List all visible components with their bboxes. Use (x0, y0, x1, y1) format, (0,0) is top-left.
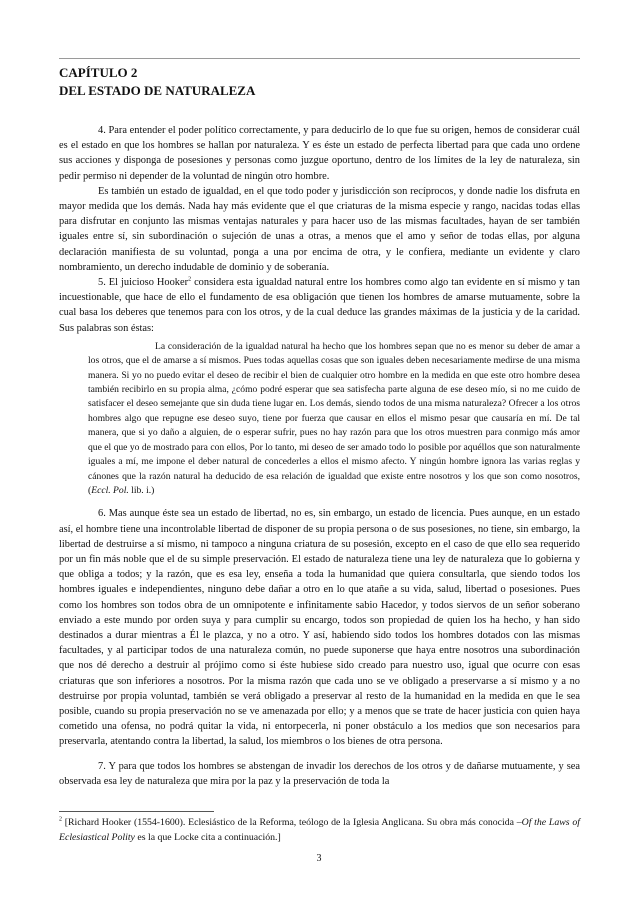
chapter-number: CAPÍTULO 2 (59, 65, 138, 80)
chapter-body (59, 123, 580, 789)
paragraph-5 (59, 275, 580, 336)
footnote-reference[interactable]: 2 (188, 276, 192, 283)
chapter-title: DEL ESTADO DE NATURALEZA (59, 83, 256, 98)
paragraph-5-start: 5. El juicioso Hooker (98, 277, 189, 289)
footnote-text-end: es la que Locke cita a continuación.] (134, 831, 281, 843)
footnote-work-title: Of the Laws of Eclesiastical Polity (59, 817, 580, 843)
top-rule (59, 58, 580, 59)
footnote-number: 2 (59, 816, 62, 823)
paragraph-4-continued: Es también un estado de igualdad, en el que todo poder y jurisdicción son recíprocos, y donde nadie los disfruta en mayor medida que los demás. Nada hay más evidente que el que criaturas de la misma especie y rango, nacidas todas ellas para disfrutar en conjunto las mismas ventajas naturales y para hacer uso de las mismas facultades, hayan de ser también iguales entre sí, sin subordinación o sujeción de unas a otras, a menos que el amo y señor de todas ellas, por alguna declaración manifiesta de su voluntad, ponga a una por encima de otra, y le confiera, mediante un evidente y claro nombramiento, un derecho indudable de dominio y de soberanía. (59, 185, 580, 273)
quotation-text: La consideración de la igualdad natural ha hecho que los hombres sepan que no es menor su deber de amar a los otros, que el de amarse a sí mismos. Pues todas aquellas cosas que son iguales deben necesariamente medirse de una misma manera. Si yo no puedo evitar el deseo de recibir el bien de cualquier otro hombre en la medida en que este otro hombre desea también recibirlo en su propia alma, ¿cómo podré esperar que sea satisfecha parte alguna de ese deseo mío, si no me cuido de satisfacer el deseo semejante que sin duda tiene lugar en. Los demás, siendo todos de una misma naturaleza? Ofrecer a los otros hombres algo que repugne ese deseo suyo, tiene por fuerza que causar en ellos el mismo pesar que causaría en mí. De tal manera, que si yo daño a alguien, de o esperar sufrir, pues no hay razón para que los otros muestren para conmigo más amor que el que yo de mostrado para con ellos, Por lo tanto, mi deseo de ser amado todo lo posible por aquéllos que son naturalmente iguales a mí, me impone el deber natural de concederles a ellos el mismo afecto. Y ningún hombre ignora las varias reglas y cánones que la razón natural ha deducido de esa relación de igualdad que existe entre nosotros y los que son como nosotros, ( (88, 340, 580, 496)
paragraph-4: 4. Para entender el poder político correctamente, y para deducirlo de lo que fue su origen, hemos de considerar cuál es el estado en que los hombres se hallan por naturaleza. Y es éste un estado de perfecta libertad para que cada uno ordene sus acciones y disponga de posesiones y personas como juzgue oportuno, dentro de los límites de la ley de naturaleza, sin pedir permiso ni depender de la voluntad de ningún otro hombre. (59, 125, 580, 182)
footnote-separator (59, 811, 214, 812)
hooker-quotation (88, 340, 580, 498)
paragraph-5-rest: considera esta igualdad natural entre los hombres como algo tan evidente en sí mismo y tan incuestionable, que hace de ello el fundamento de esa obligación que tienen los hombres de amarse mutuamente, sobre la cual basa los deberes que tenemos para con los otros, y de la cual deduce las grandes máximas de la justicia y de la caridad. Sus palabras son éstas: (59, 277, 580, 334)
page-number: 3 (316, 853, 322, 864)
quotation-citation-end: lib. i.) (128, 484, 155, 496)
paragraph-7: 7. Y para que todos los hombres se abstengan de invadir los derechos de los otros y de dañarse mutuamente, y sea observada esa ley de naturaleza que mira por la paz y la preservación de toda la (59, 760, 580, 787)
quotation-citation: Eccl. Pol. (91, 484, 129, 496)
footnote (59, 816, 580, 845)
paragraph-6: 6. Mas aunque éste sea un estado de libertad, no es, sin embargo, un estado de licencia. Pues aunque, en un estado así, el hombre tiene una incontrolable libertad de disponer de su propia persona o de sus posesiones, no tiene, sin embargo, la libertad de destruirse a sí mismo, ni tampoco a ninguna criatura de su posesión, excepto en el caso de que ello sea requerido por un fin más noble que el de su simple preservación. El estado de naturaleza tiene una ley de naturaleza que lo gobierna y que obliga a todos; y la razón, que es esa ley, enseña a toda la humanidad que quiera consultarla, que siendo todos los hombres iguales e independientes, ninguno debe dañar a otro en lo que atañe a su vida, salud, libertad o posesiones. Pues como los hombres son todos obra de un omnipotente e infinitamente sabio Hacedor, y todos siervos de un señor soberano enviado a este mundo por orden suya y para cumplir su encargo, todos son propiedad de quien los ha hecho, y han sido destinados a durar mientras a Él le plazca, y no a otro. Y así, habiendo sido todos los hombres dotados con las mismas facultades, y al participar todos de una naturaleza común, no puede suponerse que haya entre nosotros una subordinación que nos dé derecho a destruir al prójimo como si éste hubiese sido creado para nuestro uso, igual que ocurre con esas criaturas que son inferiores a nosotros. Por la misma razón que cada uno se ve obligado a preservarse a sí mismo y a no destruirse por propia voluntad, también se verá obligado a preservar al resto de la humanidad en la medida en que le sea posible, cuando su propia preservación no se ve amenazada por ello; y a menos que se trate de hacer justicia con quien haya cometido una ofensa, no podrá quitar la vida, ni entorpecerla, ni poner obstáculo a los medios que son necesarios para preservarla, atentando contra la libertad, la salud, los miembros o los bienes de otra persona. (59, 508, 580, 748)
footnote-text: [Richard Hooker (1554-1600). Eclesiástico de la Reforma, teólogo de la Iglesia Anglicana. Su obra más conocida – (62, 817, 522, 828)
